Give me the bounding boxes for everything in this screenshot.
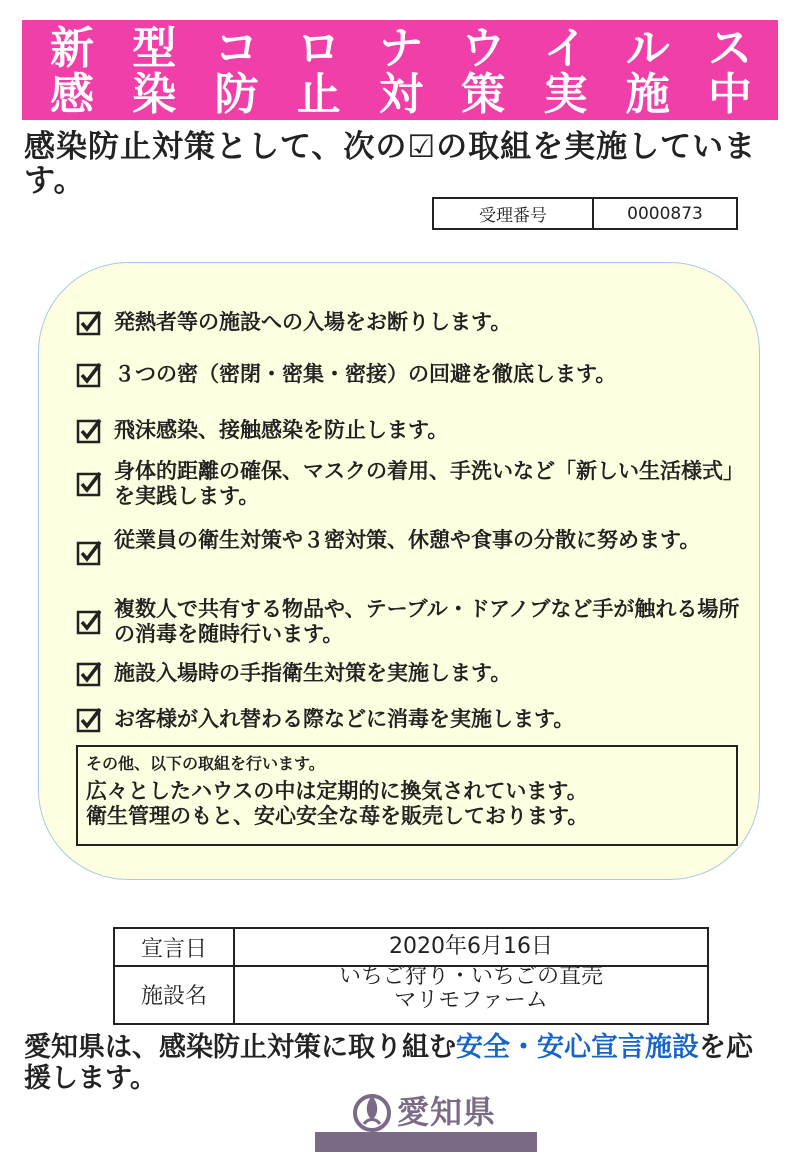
checklist-item-text: 施設入場時の手指衛生対策を実施します。 [114, 661, 512, 685]
banner-char: 中 [708, 69, 752, 120]
banner-char: ウ [461, 23, 506, 74]
checked-box-icon [76, 310, 102, 336]
banner-char: 防 [214, 69, 259, 120]
aichi-emblem-icon [351, 1090, 393, 1132]
checklist-item [76, 528, 746, 566]
banner-line-2 [50, 69, 752, 120]
checklist-item [76, 362, 746, 388]
checked-box-icon [76, 609, 102, 635]
declaration-date-row [115, 929, 707, 967]
checked-box-icon [76, 540, 102, 566]
checklist-item [76, 459, 746, 509]
banner-char: ロ [296, 23, 341, 74]
checklist-item-text: 身体的距離の確保、マスクの着用、手洗いなど「新しい生活様式」を実践します。 [114, 459, 744, 508]
banner-char: 実 [543, 69, 588, 120]
facility-name-line: マリモファーム [394, 988, 548, 1013]
banner-char: 策 [461, 69, 506, 120]
checklist-item [76, 707, 746, 733]
checked-box-icon [76, 362, 102, 388]
checklist-item [76, 418, 746, 444]
checked-box-icon [76, 707, 102, 733]
support-highlight: 施設 [645, 1032, 699, 1063]
support-text: を応援します。 [24, 1032, 753, 1094]
banner-char: 染 [132, 69, 177, 120]
support-highlight: 安全・安心宣言 [456, 1032, 645, 1063]
banner-char: 型 [132, 23, 177, 74]
banner-char: 感 [50, 69, 94, 120]
reception-number-value: 0000873 [627, 203, 703, 224]
checked-box-icon [76, 471, 102, 497]
facility-name-label: 施設名 [115, 965, 235, 1023]
declaration-date-label: 宣言日 [115, 929, 235, 965]
facility-name-line: いちご狩り・いちごの直売 [338, 965, 603, 989]
other-measures-line: 広々としたハウスの中は定期的に換気されています。 [86, 779, 588, 803]
banner-char: コ [214, 23, 259, 74]
banner-char: 対 [379, 69, 423, 120]
checklist-item-text: 従業員の衛生対策や３密対策、休憩や食事の分散に努めます。 [114, 528, 701, 552]
checklist-item-text: 複数人で共有する物品や、テーブル・ドアノブなど手が触れる場所の消毒を随時行います。 [114, 597, 740, 646]
facility-info-table [113, 927, 709, 1025]
declaration-date-value: 2020年6月16日 [389, 934, 553, 959]
checklist-item-text: 飛沫感染、接触感染を防止します。 [114, 418, 449, 442]
checked-box-icon [76, 661, 102, 687]
checked-box-icon [76, 418, 102, 444]
other-measures-box [76, 745, 738, 846]
other-measures-line: 衛生管理のもと、安心安全な苺を販売しております。 [86, 804, 589, 828]
aichi-logo [315, 1090, 537, 1152]
facility-name-value [235, 965, 707, 1023]
support-text: 愛知県は、感染防止対策に取り組む [24, 1032, 456, 1063]
banner-line-1 [50, 23, 752, 74]
banner-char: イ [543, 23, 588, 74]
checklist-item-text: 発熱者等の施設への入場をお断りします。 [114, 310, 512, 334]
reception-number-label: 受理番号 [434, 199, 594, 228]
checklist-item-text: ３つの密（密閉・密集・密接）の回避を徹底します。 [114, 362, 617, 386]
checklist-item [76, 310, 746, 336]
banner-char: 止 [296, 69, 341, 120]
banner-char: 施 [625, 69, 670, 120]
reception-number-box [432, 197, 738, 230]
checklist-item-text: お客様が入れ替わる際などに消毒を実施します。 [114, 707, 575, 731]
checklist-item [76, 597, 746, 647]
other-measures-heading: その他、以下の取組を行います。 [86, 754, 325, 773]
checklist-item [76, 661, 746, 687]
logo-name: 愛知県 [397, 1093, 497, 1131]
banner-char: ナ [379, 23, 423, 74]
banner-char: ル [625, 23, 670, 74]
intro-text: 感染防止対策として、次の☑の取組を実施しています。 [24, 129, 757, 199]
logo-bar [315, 1132, 537, 1152]
title-banner [22, 20, 778, 120]
support-statement [24, 1032, 764, 1094]
banner-char: ス [708, 23, 752, 74]
facility-name-row [115, 965, 707, 1023]
banner-char: 新 [50, 23, 94, 74]
other-measures-body [86, 779, 728, 829]
